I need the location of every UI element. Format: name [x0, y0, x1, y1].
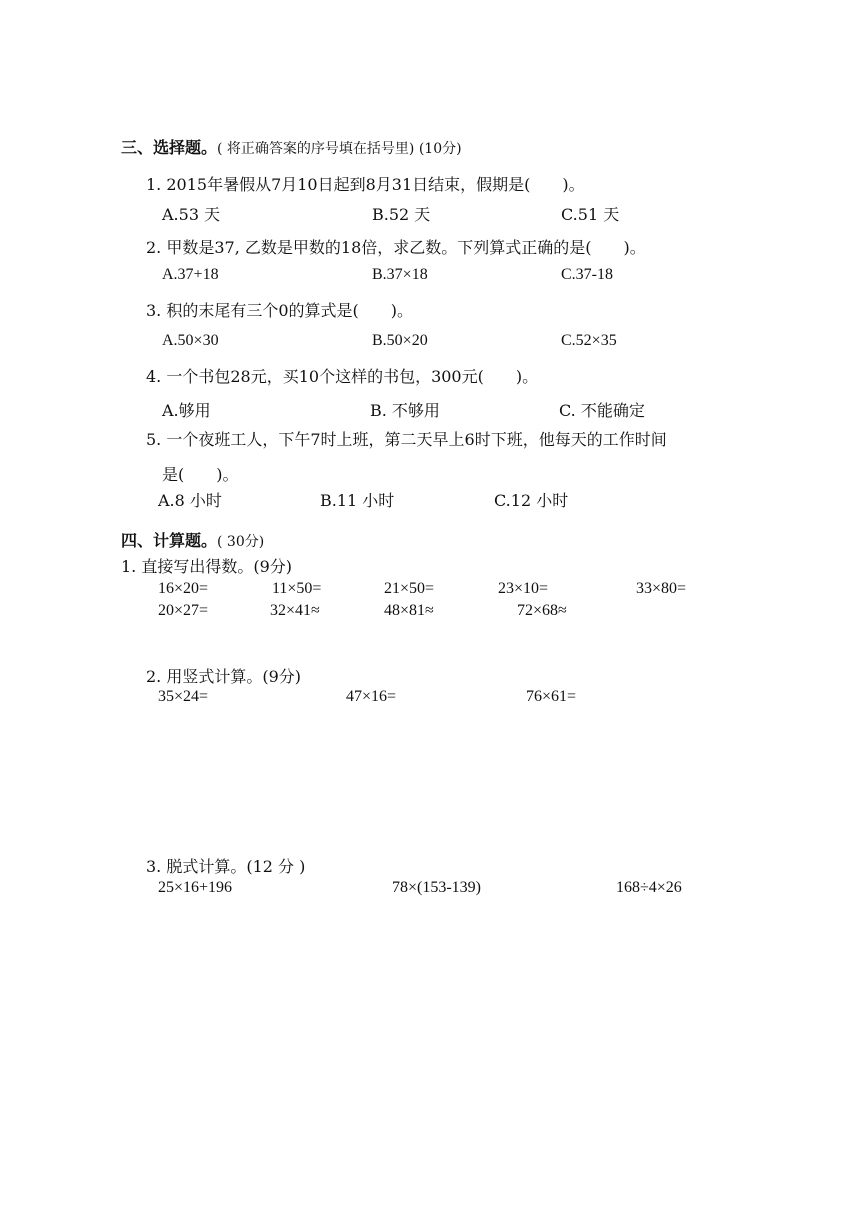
section3-title: 三、选择题。	[121, 138, 218, 157]
stepwise-calc-item: 78×(153-139)	[392, 879, 482, 896]
section3-heading	[121, 135, 462, 158]
question-5-option-b[interactable]: B.11 小时	[320, 491, 395, 510]
question-4-option-c[interactable]: C. 不能确定	[559, 401, 645, 420]
question-2-option-a[interactable]: A.37+18	[162, 266, 219, 283]
question-5-option-a[interactable]: A.8 小时	[158, 491, 222, 510]
question-2-option-b[interactable]: B.37×18	[372, 266, 428, 283]
section4-heading	[121, 528, 264, 551]
question-1-option-c[interactable]: C.51 天	[561, 205, 620, 224]
vertical-calc-item: 76×61=	[526, 688, 577, 705]
question-3-option-c[interactable]: C.52×35	[561, 332, 617, 349]
section3-note: ( 将正确答案的序号填在括号里) (10分)	[217, 141, 462, 157]
question-5-stem: 5. 一个夜班工人，下午7时上班，第二天早上6时下班，他每天的工作时间	[146, 430, 667, 449]
mental-calc-item: 32×41≈	[270, 602, 320, 619]
question-1-option-b[interactable]: B.52 天	[372, 205, 431, 224]
mental-calc-item: 21×50=	[384, 580, 435, 597]
question-5-option-c[interactable]: C.12 小时	[494, 491, 569, 510]
section4-title: 四、计算题。	[121, 531, 218, 550]
question-3-stem: 3. 积的末尾有三个0的算式是( )。	[146, 301, 414, 320]
part1-title: 1. 直接写出得数。(9分)	[121, 557, 293, 576]
mental-calc-item: 23×10=	[498, 580, 549, 597]
question-4-option-a[interactable]: A.够用	[162, 401, 211, 420]
vertical-calc-item: 47×16=	[346, 688, 397, 705]
mental-calc-item: 33×80=	[636, 580, 687, 597]
question-4-option-b[interactable]: B. 不够用	[370, 401, 440, 420]
question-4-stem: 4. 一个书包28元，买10个这样的书包，300元( )。	[146, 367, 539, 386]
mental-calc-item: 48×81≈	[384, 602, 434, 619]
vertical-calc-item: 35×24=	[158, 688, 209, 705]
question-3-option-b[interactable]: B.50×20	[372, 332, 428, 349]
question-1-stem: 1. 2015年暑假从7月10日起到8月31日结束，假期是( )。	[146, 175, 585, 194]
mental-calc-item: 11×50=	[272, 580, 322, 597]
question-5-stem-continued: 是( )。	[162, 465, 239, 484]
question-2-stem: 2. 甲数是37, 乙数是甲数的18倍，求乙数。下列算式正确的是( )。	[146, 238, 646, 257]
question-2-option-c[interactable]: C.37-18	[561, 266, 613, 283]
mental-calc-item: 72×68≈	[517, 602, 567, 619]
mental-calc-item: 20×27=	[158, 602, 209, 619]
stepwise-calc-item: 25×16+196	[158, 879, 233, 896]
part2-title: 2. 用竖式计算。(9分)	[146, 667, 302, 686]
mental-calc-item: 16×20=	[158, 580, 209, 597]
stepwise-calc-item: 168÷4×26	[616, 879, 682, 896]
question-3-option-a[interactable]: A.50×30	[162, 332, 219, 349]
part3-title: 3. 脱式计算。(12 分 )	[146, 857, 306, 876]
question-1-option-a[interactable]: A.53 天	[162, 205, 221, 224]
section4-note: ( 30分)	[217, 534, 265, 550]
